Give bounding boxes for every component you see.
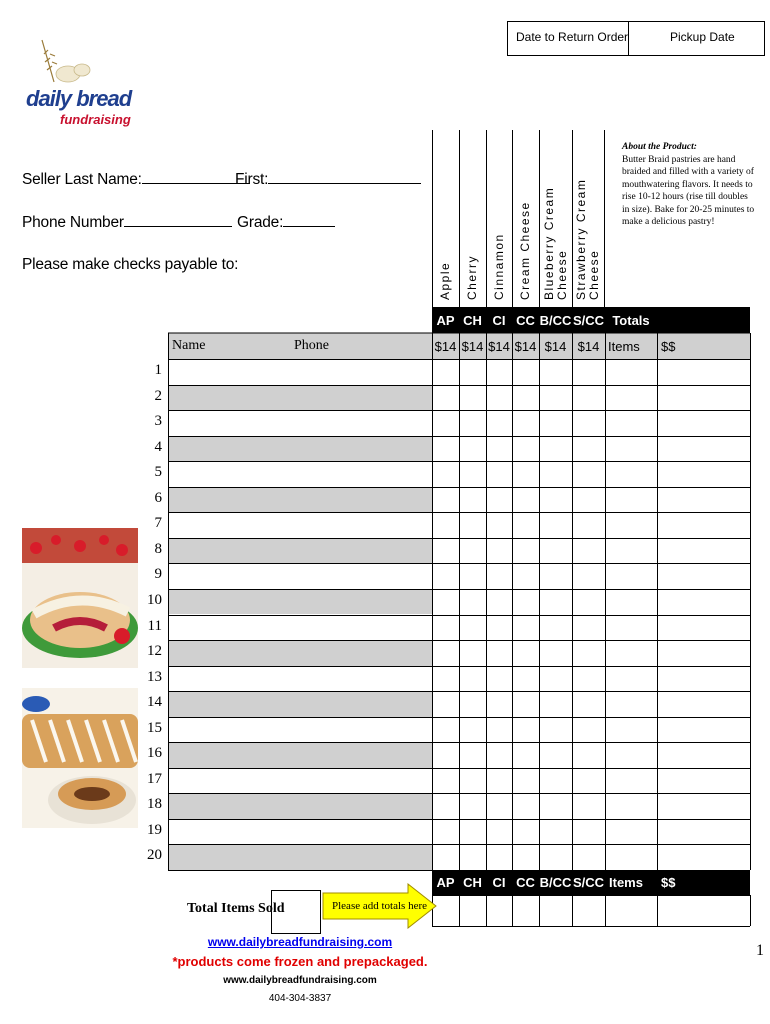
row-number: 3 (154, 413, 162, 430)
product-name-line: Cheese (554, 249, 569, 300)
seller-first-name-field[interactable] (235, 170, 421, 189)
totals-header: Totals (605, 307, 657, 333)
phone-number-label: Phone Number (22, 214, 124, 231)
row-number: 8 (154, 540, 162, 557)
row-number: 4 (154, 438, 162, 455)
logo-text-fundraising: fundraising (60, 112, 131, 127)
row-number: 6 (154, 489, 162, 506)
row-number: 14 (147, 694, 162, 711)
product-name-line: Strawberry Cream (574, 178, 588, 300)
footer-code-b-cc: B/CC (539, 870, 572, 895)
total-items-sold-label: Total Items Sold (187, 901, 285, 916)
name-column-header: Name (172, 338, 206, 353)
product-name-cherry (466, 255, 479, 300)
table-row[interactable] (168, 410, 750, 436)
row-number: 16 (147, 745, 162, 762)
footer (150, 935, 450, 1004)
code-header-ci: CI (486, 307, 512, 333)
footer-code-dollars: $$ (657, 870, 750, 895)
table-row[interactable] (168, 666, 750, 692)
phone-column-header: Phone (294, 338, 329, 353)
price-ch: $14 (461, 338, 484, 354)
footer-code-s-cc: S/CC (572, 870, 605, 895)
table-row[interactable] (168, 717, 750, 743)
price-ap: $14 (434, 338, 457, 354)
items-header: Items (608, 338, 640, 354)
row-number: 2 (154, 387, 162, 404)
product-name-line: Cinnamon (491, 233, 506, 300)
table-row[interactable] (168, 768, 750, 794)
row-number: 9 (154, 566, 162, 583)
footer-link[interactable]: www.dailybreadfundraising.com (207, 935, 393, 949)
row-number: 10 (147, 591, 162, 608)
product-name-cinnamon (493, 233, 506, 300)
footer-code-cc: CC (512, 870, 539, 895)
table-row[interactable] (168, 436, 750, 462)
price-s-cc: $14 (577, 338, 600, 354)
daily-bread-logo (20, 34, 136, 138)
product-name-line: Cherry (465, 254, 479, 300)
product-name-line: Cheese (587, 249, 601, 300)
seller-last-name-label: Seller Last Name: (22, 171, 142, 188)
footer-code-ci: CI (486, 870, 512, 895)
table-row[interactable] (168, 615, 750, 641)
product-name-line: Blueberry Cream (541, 186, 556, 300)
code-header-cc: CC (512, 307, 539, 333)
product-name-cream-cheese (519, 201, 532, 300)
add-totals-arrow (322, 883, 438, 929)
table-row[interactable] (168, 538, 750, 564)
footer-code-ap: AP (432, 870, 459, 895)
row-number: 5 (154, 464, 162, 481)
price-cc: $14 (514, 338, 537, 354)
grade-label: Grade: (237, 214, 284, 231)
table-row[interactable] (168, 819, 750, 845)
product-name-blueberry-cream-cheese (543, 187, 569, 300)
table-row[interactable] (168, 640, 750, 666)
row-number: 19 (147, 821, 162, 838)
table-row[interactable] (168, 385, 750, 411)
seller-last-name-field[interactable] (22, 170, 250, 189)
braided-pastry-photo-1 (22, 528, 138, 668)
table-row[interactable] (168, 589, 750, 615)
row-number: 15 (147, 719, 162, 736)
footer-phone: 404-304-3837 (268, 993, 332, 1004)
table-row[interactable] (168, 461, 750, 487)
phone-number-field[interactable] (22, 213, 232, 232)
code-header-b-cc: B/CC (539, 307, 572, 333)
row-number: 11 (147, 617, 162, 634)
date-box (507, 21, 765, 56)
date-to-return-label: Date to Return Order (516, 30, 629, 44)
code-header-ch: CH (459, 307, 486, 333)
row-number: 20 (147, 847, 162, 864)
footer-site: www.dailybreadfundraising.com (223, 975, 377, 986)
product-name-apple (439, 262, 452, 300)
checks-payable-label: Please make checks payable to: (22, 256, 239, 273)
dollars-header: $$ (661, 338, 676, 354)
about-body-2: It needs to rise 10-12 hours (rise till doubles in size). Bake for 20-25 minutes to make a delicious pastry! (622, 179, 755, 227)
table-row[interactable] (168, 844, 750, 870)
pickup-date-label: Pickup Date (670, 30, 735, 44)
page-number: 1 (756, 942, 764, 959)
product-name-strawberry-cream-cheese (575, 179, 601, 300)
price-b-cc: $14 (544, 338, 567, 354)
table-row[interactable] (168, 359, 750, 385)
about-product-text (622, 141, 757, 229)
table-row[interactable] (168, 563, 750, 589)
code-header-ap: AP (432, 307, 459, 333)
code-header-s-cc: S/CC (572, 307, 605, 333)
product-name-line: Cream Cheese (518, 201, 532, 300)
braided-pastry-photo-2 (22, 688, 138, 828)
first-name-label: First: (235, 171, 269, 188)
footer-note: *products come frozen and prepackaged. (172, 954, 428, 969)
table-row[interactable] (168, 793, 750, 819)
row-number: 1 (154, 362, 162, 378)
price-ci: $14 (488, 338, 510, 354)
row-number: 18 (147, 796, 162, 813)
row-number: 13 (147, 668, 162, 685)
about-title: About the Product: (622, 142, 697, 152)
grade-field[interactable] (237, 213, 335, 232)
table-row[interactable] (168, 742, 750, 768)
table-row[interactable] (168, 691, 750, 717)
product-name-line: Apple (438, 261, 452, 300)
about-body: Butter Braid pastries are hand braided and filled with a variety of mouthwatering flavors. (622, 154, 754, 190)
logo-text-daily-bread: daily bread (26, 86, 132, 111)
row-number: 17 (147, 770, 162, 787)
row-number: 7 (154, 515, 162, 532)
footer-code-items: Items (605, 870, 657, 895)
table-row[interactable] (168, 512, 750, 538)
add-totals-text: Please add totals here (332, 900, 427, 912)
table-row[interactable] (168, 487, 750, 513)
footer-code-ch: CH (459, 870, 486, 895)
total-items-sold-box[interactable] (271, 890, 321, 934)
row-number: 12 (147, 643, 162, 660)
